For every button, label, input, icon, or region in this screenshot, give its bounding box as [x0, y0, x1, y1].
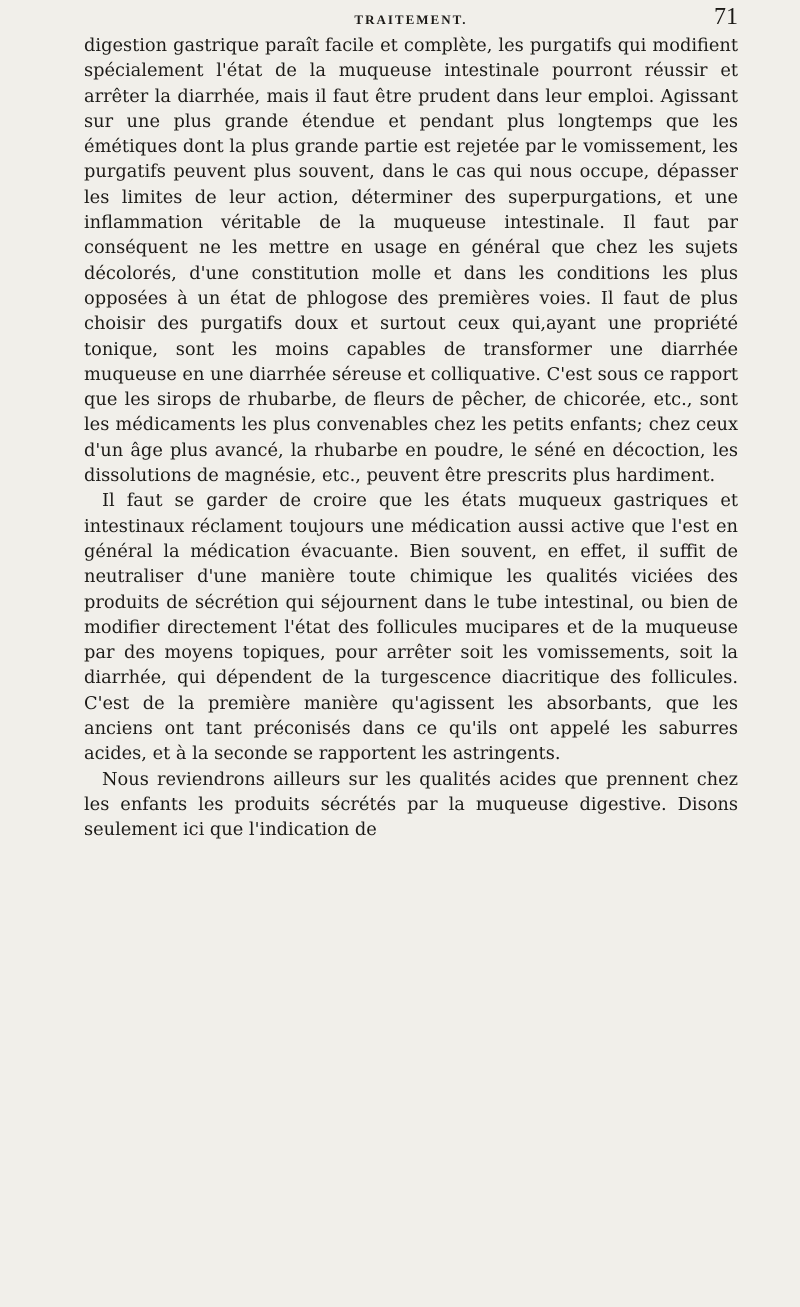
paragraph-continued: digestion gastrique paraît facile et complète, les purgatifs qui modifient spécialement l'état de la muqueuse intestinale pourront réussir et arrêter la diarrhée, mais il faut être prudent dans leur emploi. Agissant sur une plus grande étendue et pendant plus longtemps que les émétiques dont la plus grande partie est rejetée par le vomissement, les purgatifs peuvent plus souvent, dans le cas qui nous occupe, dépasser les limites de leur action, déterminer des superpurgations, et une inflammation véritable de la muqueuse intestinale. Il faut par conséquent ne les mettre en usage en général que chez les sujets décolorés, d'une constitution molle et dans les conditions les plus opposées à un état de phlogose des premières voies. Il faut de plus choisir des purgatifs doux et surtout ceux qui,ayant une propriété tonique, sont les moins capables de transformer une diarrhée muqueuse en une diarrhée séreuse et colliquative. C'est sous ce rapport que les sirops de rhubarbe, de fleurs de pêcher, de chicorée, etc., sont les médicaments les plus convenables chez les petits enfants; chez ceux d'un âge plus avancé, la rhubarbe en poudre, le séné en décoction, les dissolutions de magnésie, etc., peuvent être prescrits plus hardiment. [84, 35, 738, 487]
running-title: TRAITEMENT. [354, 12, 468, 27]
body-text [84, 33, 738, 843]
page-number: 71 [714, 4, 738, 30]
running-head [84, 4, 738, 34]
paragraph: Nous reviendrons ailleurs sur les qualités acides que prennent chez les enfants les produits sécrétés par la muqueuse digestive. Disons seulement ici que l'indication de [84, 768, 738, 841]
paragraph: Il faut se garder de croire que les états muqueux gastriques et intestinaux réclament toujours une médication aussi active que l'est en général la médication évacuante. Bien souvent, en effet, il suffit de neutraliser d'une manière toute chimique les qualités viciées des produits de sécrétion qui séjournent dans le tube intestinal, ou bien de modifier directement l'état des follicules mucipares et de la muqueuse par des moyens topiques, pour arrêter soit les vomissements, soit la diarrhée, qui dépendent de la turgescence diacritique des follicules. C'est de la première manière qu'agissent les absorbants, que les anciens ont tant préconisés dans ce qu'ils ont appelé les saburres acides, et à la seconde se rapportent les astringents. [84, 490, 738, 765]
